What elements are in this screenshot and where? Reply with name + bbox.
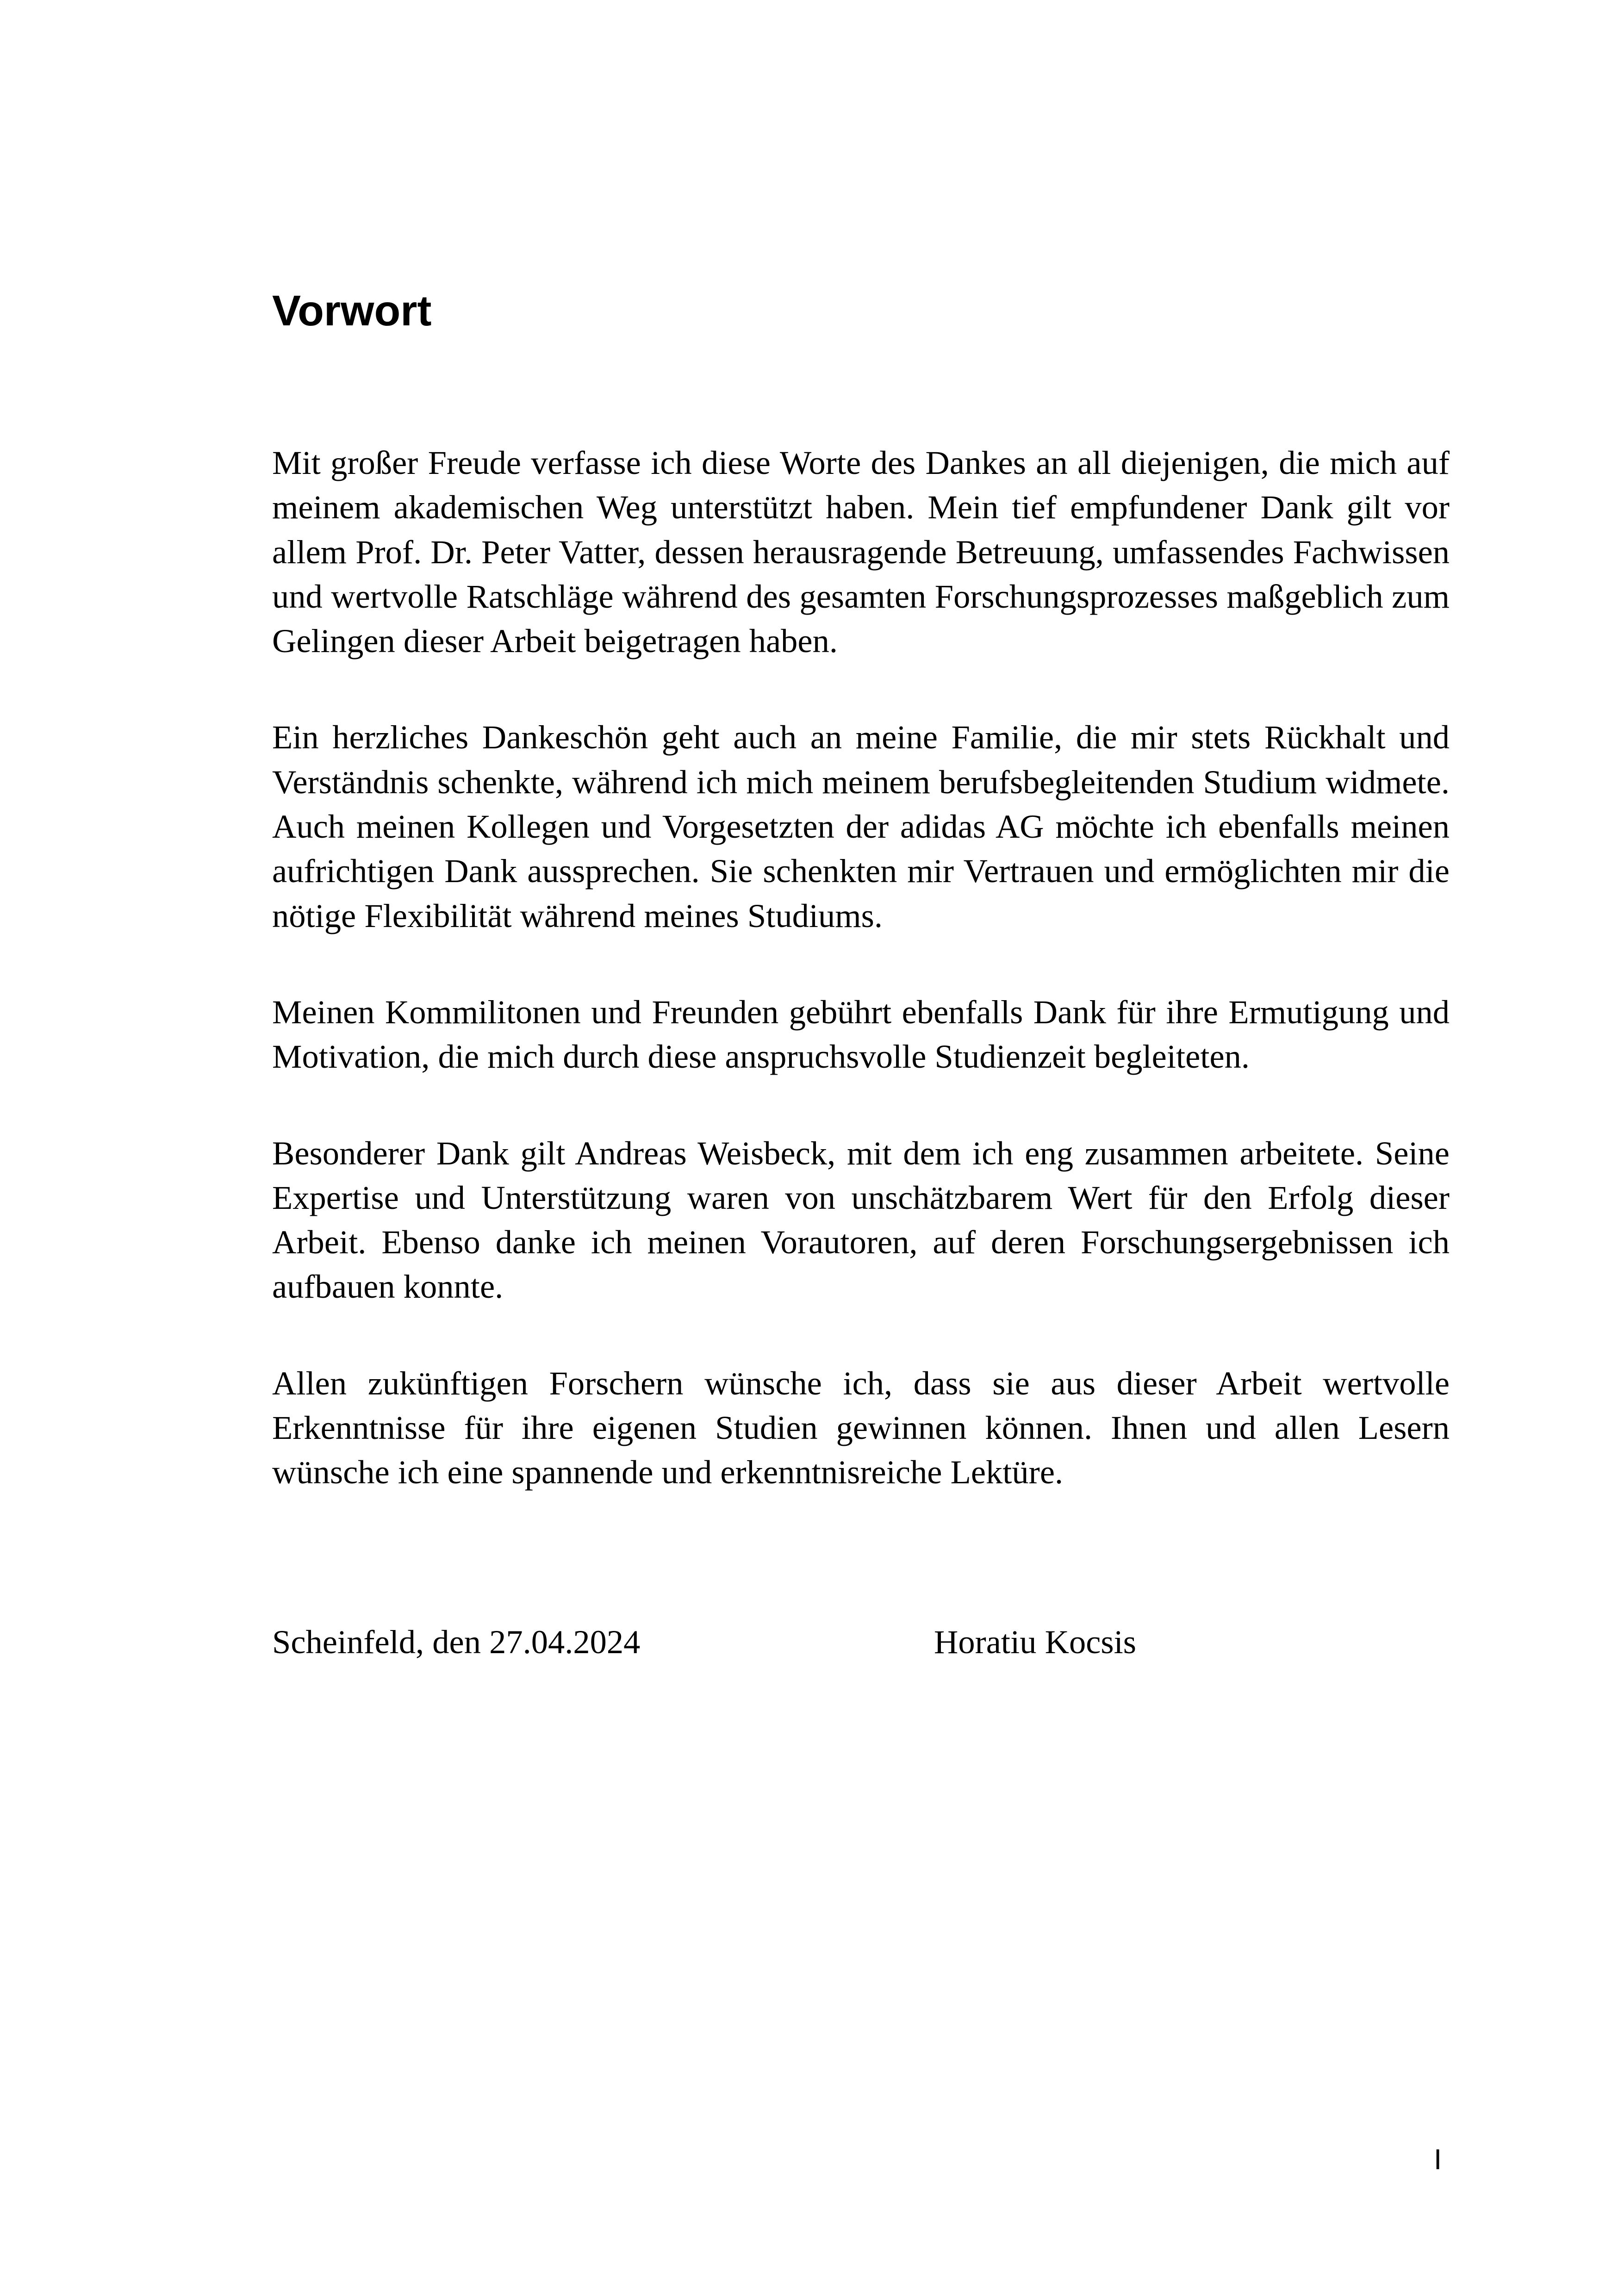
paragraph-gratitude: Mit großer Freude verfasse ich diese Worte des Dankes an all diejenigen, die mich auf meinem akademischen Weg unterstützt haben. Mein tief empfundener Dank gilt vor allem Prof. Dr. Peter Vatter, dessen herausragende Betreuung, umfassendes Fachwissen und wertvolle Ratschläge während des gesamten Forschungsprozesses maßgeblich zum Gelingen dieser Arbeit beigetragen haben. — [272, 444, 1450, 660]
page-title: Vorwort — [272, 286, 432, 335]
paragraph-friends: Meinen Kommilitonen und Freunden gebührt ebenfalls Dank für ihre Ermutigung und Motivation, die mich durch diese anspruchsvolle Studienzeit begleiteten. — [272, 993, 1450, 1076]
page-number: I — [1434, 2144, 1442, 2176]
author-name: Horatiu Kocsis — [934, 1623, 1136, 1661]
preface-body — [272, 441, 1450, 1495]
paragraph-family: Ein herzliches Dankeschön geht auch an meine Familie, die mir stets Rückhalt und Verständnis schenkte, während ich mich meinem berufsbegleitenden Studium widmete. Auch meinen Kollegen und Vorgesetzten der adidas AG möchte ich ebenfalls meinen aufrichtigen Dank aussprechen. Sie schenkten mir Vertrauen und ermöglichten mir die nötige Flexibilität während meines Studiums. — [272, 718, 1450, 934]
paragraph-future-researchers: Allen zukünftigen Forschern wünsche ich, dass sie aus dieser Arbeit wertvolle Erkenntnisse für ihre eigenen Studien gewinnen können. Ihnen und allen Lesern wünsche ich eine spannende und erkenntnisreiche Lektüre. — [272, 1364, 1450, 1491]
place-and-date: Scheinfeld, den 27.04.2024 — [272, 1623, 641, 1661]
paragraph-colleague: Besonderer Dank gilt Andreas Weisbeck, mit dem ich eng zusammen arbeitete. Seine Expertise und Unterstützung waren von unschätzbarem Wert für den Erfolg dieser Arbeit. Ebenso danke ich meinen Vorautoren, auf deren Forschungsergebnissen ich aufbauen konnte. — [272, 1134, 1450, 1306]
